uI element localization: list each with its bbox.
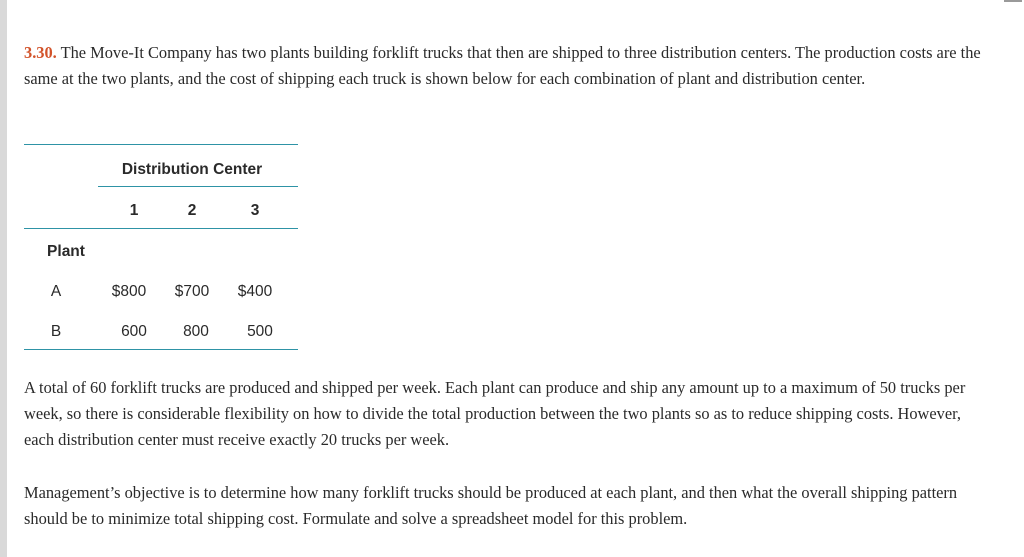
column-header-2: 2 <box>187 202 197 219</box>
constraints-paragraph: A total of 60 forklift trucks are produced and shipped per week. Each plant can produce and ship any amount up to a maximum of 50 trucks per week, so there is considerable flexibility on how to divide the total production between the two plants so as to reduce shipping costs. However, each distribution center must receive exactly 20 trucks per week. <box>24 378 966 449</box>
cell-b-3: 500 <box>247 323 273 340</box>
cell-a-3: $400 <box>237 283 273 300</box>
cell-b-2: 800 <box>183 323 209 340</box>
problem-number: 3.30. <box>24 43 57 62</box>
left-scrollbar <box>0 0 7 557</box>
column-header-3: 3 <box>250 202 260 219</box>
cell-a-1: $800 <box>111 283 147 300</box>
row-label-b: B <box>50 323 62 340</box>
problem-intro-text: The Move-It Company has two plants building forklift trucks that then are shipped to three distribution centers. The production costs are the same at the two plants, and the cost of shipping each truck is shown below for each combination of plant and distribution center. <box>24 43 981 88</box>
cell-a-2: $700 <box>174 283 210 300</box>
problem-statement <box>24 40 994 92</box>
column-header-1: 1 <box>129 202 139 219</box>
plant-row-header: Plant <box>47 243 85 260</box>
cell-b-1: 600 <box>121 323 147 340</box>
column-header-rule <box>24 228 298 229</box>
distribution-center-header: Distribution Center <box>121 161 263 178</box>
row-label-a: A <box>50 283 62 300</box>
minimize-icon <box>1004 0 1022 2</box>
table-bottom-rule <box>24 349 298 350</box>
table-top-rule <box>24 144 298 145</box>
objective-paragraph: Management’s objective is to determine how many forklift trucks should be produced at each plant, and then what the overall shipping pattern should be to minimize total shipping cost. Formulate and solve a spreadsheet model for this problem. <box>24 483 958 528</box>
shipping-cost-table <box>24 144 298 350</box>
group-header-rule <box>98 186 298 187</box>
